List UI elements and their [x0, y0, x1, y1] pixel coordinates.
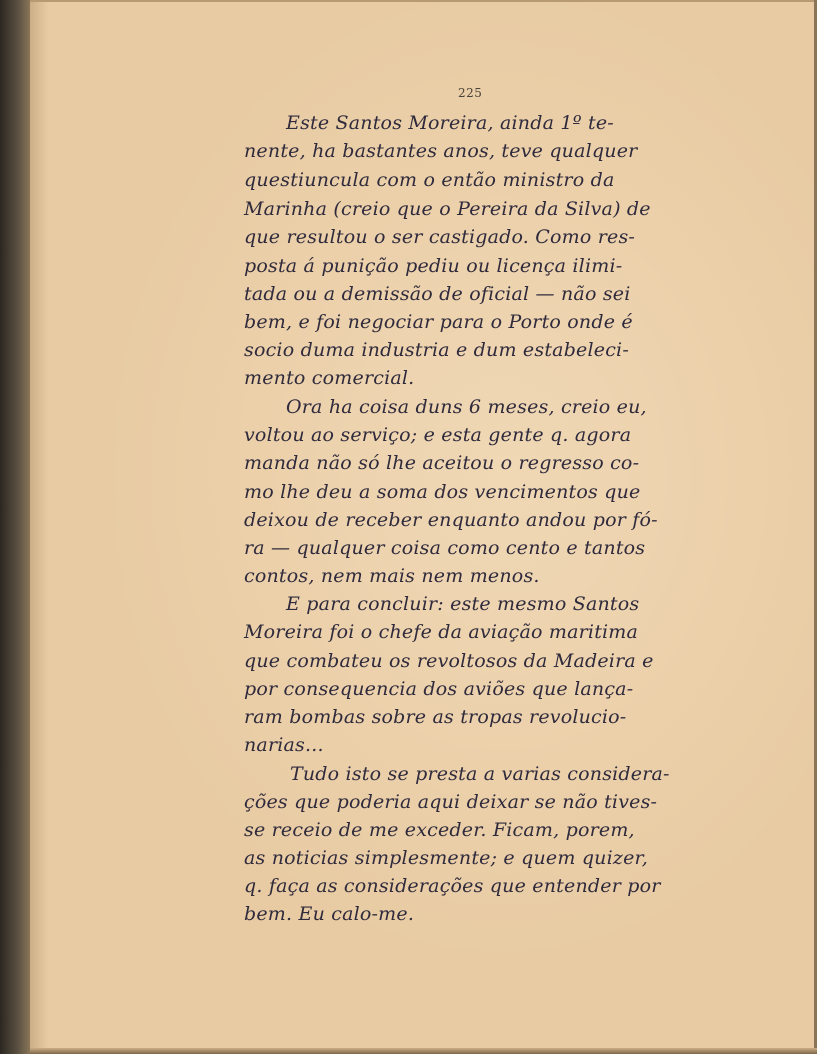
text-line: voltou ao serviço; e esta gente q. agora: [244, 424, 632, 446]
text-line: mo lhe deu a soma dos vencimentos que: [244, 481, 641, 503]
text-line: manda não só lhe aceitou o regresso co-: [244, 452, 640, 474]
text-line: Moreira foi o chefe da aviação maritima: [244, 621, 639, 643]
text-line: E para concluir: este mesmo Santos: [286, 593, 640, 615]
text-line: Ora ha coisa duns 6 meses, creio eu,: [286, 396, 647, 418]
text-line: tada ou a demissão de oficial — não sei: [244, 283, 631, 305]
text-line: ram bombas sobre as tropas revolucio-: [244, 706, 627, 728]
text-line: ra — qualquer coisa como cento e tantos: [244, 537, 646, 559]
text-line: Este Santos Moreira, ainda 1º te-: [286, 112, 614, 134]
text-line: bem, e foi negociar para o Porto onde é: [244, 311, 633, 333]
text-line: socio duma industria e dum estabeleci-: [244, 339, 629, 361]
text-line: Marinha (creio que o Pereira da Silva) de: [244, 198, 651, 220]
text-line: as noticias simplesmente; e quem quizer,: [244, 847, 648, 869]
page-number: 225: [458, 86, 483, 100]
text-line: deixou de receber enquanto andou por fó-: [244, 509, 658, 531]
text-line: que resultou o ser castigado. Como res-: [244, 226, 636, 248]
text-line: nente, ha bastantes anos, teve qualquer: [244, 140, 638, 162]
text-line: que combateu os revoltosos da Madeira e: [244, 650, 654, 672]
text-line: posta á punição pediu ou licença ilimi-: [244, 255, 623, 277]
text-line: narias...: [244, 734, 324, 756]
text-line: Tudo isto se presta a varias considera-: [290, 763, 670, 785]
text-line: bem. Eu calo-me.: [244, 903, 415, 925]
text-line: se receio de me exceder. Ficam, porem,: [244, 819, 635, 841]
text-line: por consequencia dos aviões que lança-: [244, 678, 634, 700]
text-line: q. faça as considerações que entender por: [244, 875, 661, 897]
text-line: contos, nem mais nem menos.: [244, 565, 540, 587]
text-line: mento comercial.: [244, 367, 415, 389]
text-line: ções que poderia aqui deixar se não tives-: [244, 791, 658, 813]
text-line: questiuncula com o então ministro da: [244, 169, 615, 191]
